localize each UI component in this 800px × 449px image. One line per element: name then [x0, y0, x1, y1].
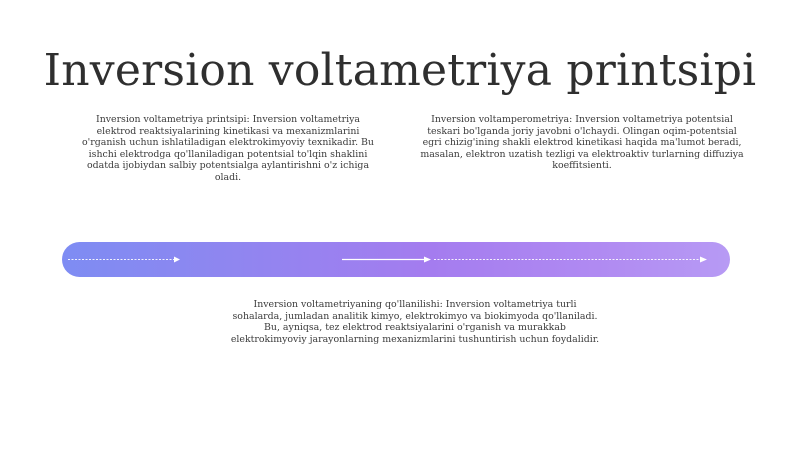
voltamperometry-text: Inversion voltamperometriya: Inversion voltametriya potentsial teskari bo'lganda joriy javobni o'lchaydi. Olingan oqim-potentsial egri chizig'ining shakli elektrod kinetikasi haqida ma'lumot beradi, masalan, elektron uzatish tezligi va elektroaktiv turlarning diffuziya koeffitsienti. — [420, 114, 744, 172]
arrow-head-icon — [174, 257, 180, 263]
arrow-head-icon — [424, 257, 431, 263]
principle-text: Inversion voltametriya printsipi: Inversion voltametriya elektrod reaktsiyalarining kinetikasi va mexanizmlarini o'rganish uchun ishlatiladigan elektrokimyoviy texnikadir. Bu ishchi elektrodga qo'llaniladigan potentsial to'lqin shaklini odatda ijobiydan salbiy potentsialga aylantirishni o'z ichiga oladi. — [82, 114, 374, 183]
timeline-arrows — [62, 242, 730, 277]
application-text: Inversion voltametriyaning qo'llanilishi: Inversion voltametriya turli sohalarda, jumladan analitik kimyo, elektrokimyo va biokimyoda qo'llaniladi. Bu, ayniqsa, tez elektrod reaktsiyalarini o'rganish va murakkab elektrokimyoviy jarayonlarning mexanizmlarini tushuntirish uchun foydalidir. — [230, 299, 600, 345]
arrow-head-icon — [700, 257, 707, 263]
timeline-bar — [62, 242, 730, 277]
page-title: Inversion voltametriya printsipi — [43, 45, 757, 97]
